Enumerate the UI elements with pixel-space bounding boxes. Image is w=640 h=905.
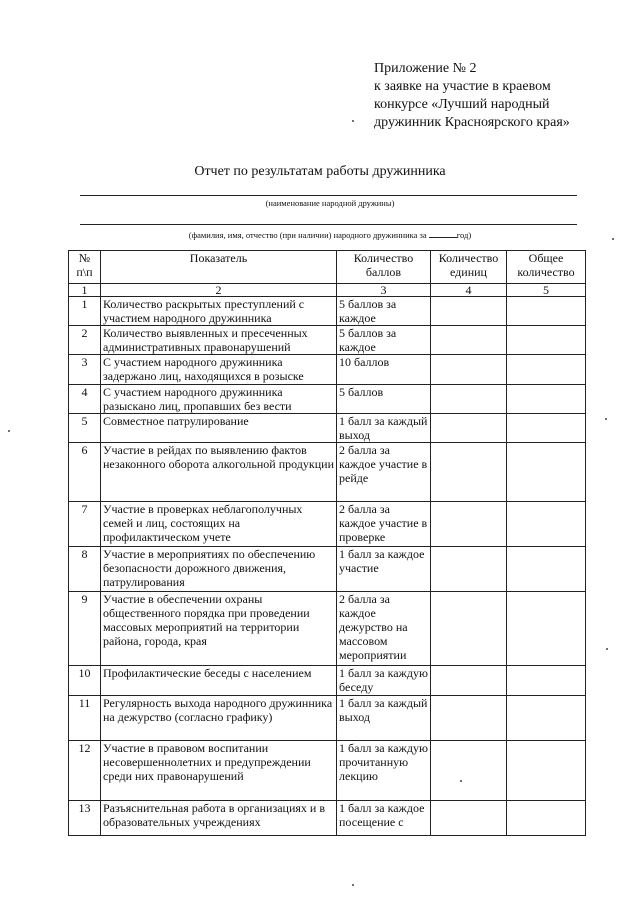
row-points: 2 балла за каждое участие в проверке xyxy=(337,502,431,547)
row-total-cell xyxy=(507,355,586,385)
row-points: 5 баллов xyxy=(337,385,431,414)
row-points: 1 балл за каждый выход xyxy=(337,696,431,741)
row-indicator: Разъяснительная работа в организациях и в образовательных учреждениях xyxy=(101,801,337,836)
row-indicator: С участием народного дружинника задержано лиц, находящихся в розыске xyxy=(101,355,337,385)
row-units-cell xyxy=(431,355,507,385)
row-units-cell xyxy=(431,297,507,326)
person-name-line xyxy=(80,224,577,225)
row-number: 10 xyxy=(69,666,101,696)
row-units-cell xyxy=(431,592,507,666)
table-row xyxy=(69,414,586,443)
row-number: 1 xyxy=(69,297,101,326)
row-total-cell xyxy=(507,741,586,801)
colnum-5: 5 xyxy=(507,284,586,297)
org-name-line xyxy=(80,195,577,196)
org-name-caption: (наименование народной дружины) xyxy=(265,198,395,208)
row-units-cell xyxy=(431,696,507,741)
colnum-2: 2 xyxy=(101,284,337,297)
row-indicator: Участие в проверках неблагополучных семей и лиц, состоящих на профилактическом учете xyxy=(101,502,337,547)
row-units-cell xyxy=(431,801,507,836)
row-indicator: Профилактические беседы с населением xyxy=(101,666,337,696)
annex-line-4: дружинник Красноярского края» xyxy=(374,115,570,130)
row-total-cell xyxy=(507,547,586,592)
row-indicator: Участие в мероприятиях по обеспечению безопасности дорожного движения, патрулирования xyxy=(101,547,337,592)
scan-speck xyxy=(605,418,607,420)
row-total-cell xyxy=(507,385,586,414)
colnum-1: 1 xyxy=(69,284,101,297)
scan-speck xyxy=(606,648,608,650)
header-points: Количество баллов xyxy=(337,251,431,284)
row-number: 9 xyxy=(69,592,101,666)
row-total-cell xyxy=(507,592,586,666)
table-row xyxy=(69,741,586,801)
table-header-row xyxy=(69,251,586,284)
row-number: 13 xyxy=(69,801,101,836)
header-indicator: Показатель xyxy=(101,251,337,284)
person-caption-prefix: (фамилия, имя, отчество (при наличии) народного дружинника за xyxy=(188,230,427,240)
table-row xyxy=(69,666,586,696)
row-total-cell xyxy=(507,666,586,696)
table-row xyxy=(69,326,586,355)
table-row xyxy=(69,592,586,666)
report-table xyxy=(68,250,586,836)
row-units-cell xyxy=(431,385,507,414)
annex-line-1: Приложение № 2 xyxy=(374,61,477,76)
annex-line-3: конкурсе «Лучший народный xyxy=(374,97,550,112)
row-number: 4 xyxy=(69,385,101,414)
table-row xyxy=(69,297,586,326)
row-number: 8 xyxy=(69,547,101,592)
row-indicator: Совместное патрулирование xyxy=(101,414,337,443)
row-indicator: Участие в рейдах по выявлению фактов незаконного оборота алкогольной продукции xyxy=(101,443,337,502)
colnum-3: 3 xyxy=(337,284,431,297)
header-total: Общее количество xyxy=(507,251,586,284)
row-units-cell xyxy=(431,443,507,502)
row-points: 10 баллов xyxy=(337,355,431,385)
row-number: 3 xyxy=(69,355,101,385)
year-blank xyxy=(429,229,457,238)
row-points: 1 балл за каждый выход xyxy=(337,414,431,443)
scan-speck xyxy=(352,884,354,886)
person-name-caption xyxy=(0,229,640,240)
header-number: № п\п xyxy=(69,251,101,284)
row-number: 11 xyxy=(69,696,101,741)
row-points: 2 балла за каждое участие в рейде xyxy=(337,443,431,502)
table-row xyxy=(69,355,586,385)
row-number: 5 xyxy=(69,414,101,443)
table-row xyxy=(69,801,586,836)
row-points: 1 балл за каждую прочитанную лекцию xyxy=(337,741,431,801)
page-title: Отчет по результатам работы дружинника xyxy=(194,164,446,179)
row-units-cell xyxy=(431,741,507,801)
table-row xyxy=(69,547,586,592)
scan-speck xyxy=(8,430,10,432)
row-indicator: С участием народного дружинника разыскано лиц, пропавших без вести xyxy=(101,385,337,414)
row-total-cell xyxy=(507,801,586,836)
table-row xyxy=(69,385,586,414)
row-total-cell xyxy=(507,414,586,443)
row-units-cell xyxy=(431,414,507,443)
row-total-cell xyxy=(507,297,586,326)
row-points: 5 баллов за каждое xyxy=(337,326,431,355)
person-caption-suffix: год) xyxy=(456,230,472,240)
annex-line-2: к заявке на участие в краевом xyxy=(374,79,551,94)
row-number: 7 xyxy=(69,502,101,547)
row-indicator: Количество раскрытых преступлений с участием народного дружинника xyxy=(101,297,337,326)
row-points: 1 балл за каждую беседу xyxy=(337,666,431,696)
row-units-cell xyxy=(431,326,507,355)
row-total-cell xyxy=(507,443,586,502)
scan-speck xyxy=(460,780,462,782)
header-units: Количество единиц xyxy=(431,251,507,284)
colnum-4: 4 xyxy=(431,284,507,297)
table-row xyxy=(69,502,586,547)
row-points: 1 балл за каждое посещение с xyxy=(337,801,431,836)
row-units-cell xyxy=(431,666,507,696)
row-units-cell xyxy=(431,502,507,547)
row-units-cell xyxy=(431,547,507,592)
column-number-row xyxy=(69,284,586,297)
row-total-cell xyxy=(507,326,586,355)
row-total-cell xyxy=(507,502,586,547)
row-total-cell xyxy=(507,696,586,741)
row-indicator: Количество выявленных и пресеченных административных правонарушений xyxy=(101,326,337,355)
row-points: 5 баллов за каждое xyxy=(337,297,431,326)
row-points: 2 балла за каждое дежурство на массовом мероприятии xyxy=(337,592,431,666)
row-number: 6 xyxy=(69,443,101,502)
row-number: 2 xyxy=(69,326,101,355)
row-number: 12 xyxy=(69,741,101,801)
table-row xyxy=(69,696,586,741)
table-row xyxy=(69,443,586,502)
scan-speck xyxy=(352,120,354,122)
scan-speck xyxy=(612,238,614,240)
annex-block xyxy=(374,60,636,132)
row-indicator: Участие в обеспечении охраны общественного порядка при проведении массовых мероприятий на территории района, города, края xyxy=(101,592,337,666)
row-points: 1 балл за каждое участие xyxy=(337,547,431,592)
row-indicator: Регулярность выхода народного дружинника на дежурство (согласно графику) xyxy=(101,696,337,741)
row-indicator: Участие в правовом воспитании несовершеннолетних и предупреждении среди них правонарушений xyxy=(101,741,337,801)
